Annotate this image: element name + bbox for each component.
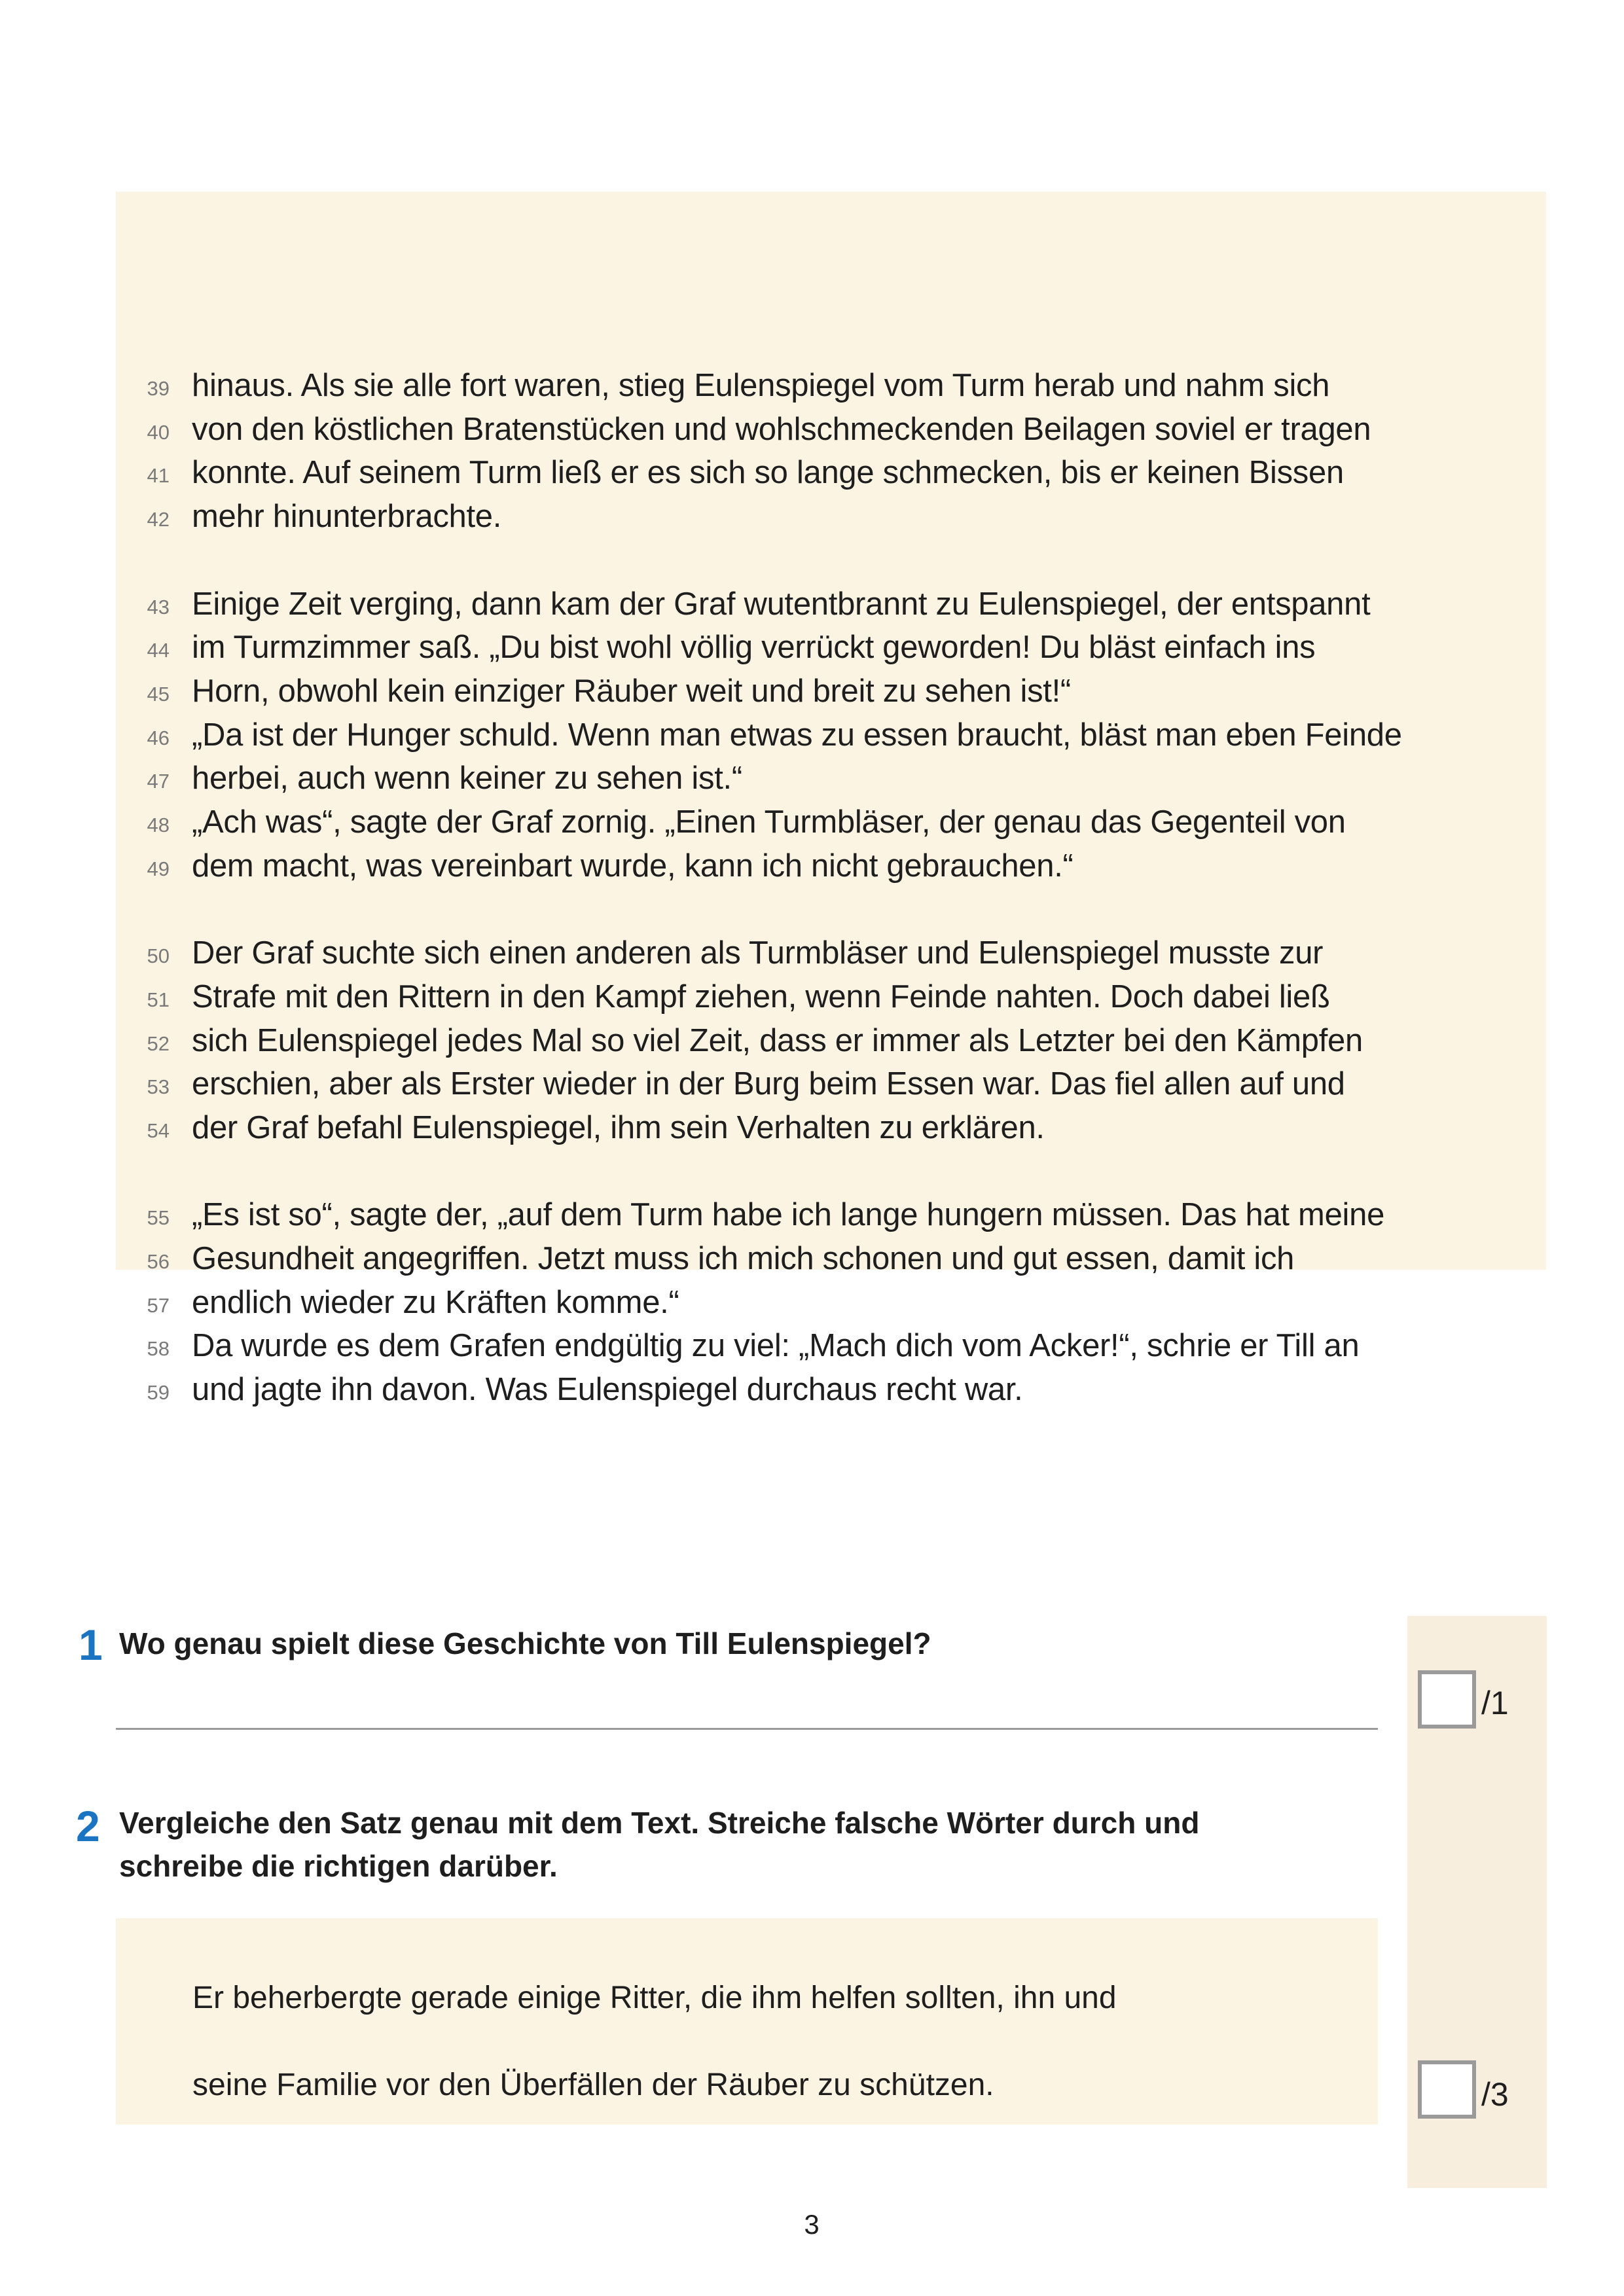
line-text: herbei, auch wenn keiner zu sehen ist.“ [192,761,742,797]
task-1-number: 1 [79,1621,103,1669]
line-text: „Es ist so“, sagte der, „auf dem Turm habe ich lange hungern müssen. Das hat meine [192,1197,1385,1233]
task-2-score-box[interactable] [1418,2060,1476,2119]
story-line [116,1106,1546,1150]
story-line [116,1281,1546,1325]
score-column [1407,1616,1547,2188]
story-line [116,713,1546,757]
task-1-score-box[interactable] [1418,1670,1476,1729]
line-text: der Graf befahl Eulenspiegel, ihm sein Verhalten zu erklären. [192,1109,1045,1145]
line-text: erschien, aber als Erster wieder in der Burg beim Essen war. Das fiel allen auf und [192,1066,1345,1102]
line-number: 58 [147,1337,170,1361]
line-number: 47 [147,770,170,793]
line-number: 54 [147,1119,170,1142]
line-number: 57 [147,1293,170,1317]
story-line [116,975,1546,1019]
story-line [116,1193,1546,1237]
line-number: 52 [147,1031,170,1055]
line-number: 51 [147,988,170,1011]
story-line [116,408,1546,452]
line-text: Da wurde es dem Grafen endgültig zu viel: „Mach dich vom Acker!“, schrie er Till an [192,1328,1360,1364]
task-1-answer-line[interactable] [116,1728,1378,1730]
task-2-number: 2 [76,1802,100,1850]
line-number: 50 [147,944,170,968]
task-2-sentence-line-2[interactable]: seine Familie vor den Überfällen der Räuber zu schützen. [192,2068,994,2102]
line-number: 59 [147,1381,170,1405]
line-number: 49 [147,857,170,880]
task-1-score-max: /1 [1481,1685,1509,1721]
line-text: Horn, obwohl kein einziger Räuber weit und breit zu sehen ist!“ [192,673,1071,709]
story-line [116,844,1546,888]
line-number: 55 [147,1206,170,1230]
task-2-question-line-1: Vergleiche den Satz genau mit dem Text. Streiche falsche Wörter durch und [119,1806,1200,1840]
line-text: und jagte ihn davon. Was Eulenspiegel durchaus recht war. [192,1372,1023,1408]
story-line [116,583,1546,626]
task-2-question-line-2: schreibe die richtigen darüber. [119,1849,558,1883]
story-line [116,757,1546,800]
story-line [116,800,1546,844]
line-text: mehr hinunterbrachte. [192,499,502,535]
task-2-sentence-line-1[interactable]: Er beherbergte gerade einige Ritter, die ihm helfen sollten, ihn und [192,1981,1117,2015]
line-number: 39 [147,377,170,400]
line-text: „Ach was“, sagte der Graf zornig. „Einen Turmbläser, der genau das Gegenteil von [192,804,1346,840]
line-text: im Turmzimmer saß. „Du bist wohl völlig verrückt geworden! Du bläst einfach ins [192,630,1316,666]
story-line [116,931,1546,975]
line-number: 45 [147,682,170,706]
story-line [116,451,1546,495]
line-text: Einige Zeit verging, dann kam der Graf wutentbrannt zu Eulenspiegel, der entspannt [192,586,1371,622]
line-text: von den köstlichen Bratenstücken und wohlschmeckenden Beilagen soviel er tragen [192,411,1371,447]
page-number: 3 [804,2209,820,2240]
story-line [116,495,1546,539]
line-number: 48 [147,814,170,836]
story-line [116,670,1546,713]
line-number: 43 [147,595,170,619]
task-2-score-max: /3 [1481,2076,1509,2113]
line-text: endlich wieder zu Kräften komme.“ [192,1284,679,1320]
story-line [116,1237,1546,1281]
story-line [116,1324,1546,1368]
line-number: 40 [147,420,170,444]
line-text: dem macht, was vereinbart wurde, kann ich nicht gebrauchen.“ [192,848,1074,884]
story-line [116,1019,1546,1063]
story-line [116,1368,1546,1412]
line-number: 44 [147,639,170,662]
line-text: „Da ist der Hunger schuld. Wenn man etwas zu essen braucht, bläst man eben Feinde [192,717,1402,753]
line-number: 41 [147,464,170,488]
line-text: sich Eulenspiegel jedes Mal so viel Zeit, dass er immer als Letzter bei den Kämpfen [192,1022,1363,1058]
story-line [116,364,1546,408]
line-number: 53 [147,1075,170,1099]
line-text: Strafe mit den Rittern in den Kampf ziehen, wenn Feinde nahten. Doch dabei ließ [192,978,1330,1014]
line-number: 56 [147,1250,170,1273]
story-line [116,626,1546,670]
line-text: konnte. Auf seinem Turm ließ er es sich so lange schmecken, bis er keinen Bissen [192,455,1344,491]
line-number: 46 [147,726,170,749]
line-text: Der Graf suchte sich einen anderen als Turmbläser und Eulenspiegel musste zur [192,935,1324,971]
task-2-sentence-box[interactable] [116,1918,1378,2125]
story-text-box [116,192,1546,1408]
line-number: 42 [147,508,170,531]
line-text: Gesundheit angegriffen. Jetzt muss ich mich schonen und gut essen, damit ich [192,1241,1295,1276]
line-text: hinaus. Als sie alle fort waren, stieg Eulenspiegel vom Turm herab und nahm sich [192,368,1330,403]
task-1-question: Wo genau spielt diese Geschichte von Till Eulenspiegel? [119,1626,931,1660]
story-line [116,1062,1546,1106]
